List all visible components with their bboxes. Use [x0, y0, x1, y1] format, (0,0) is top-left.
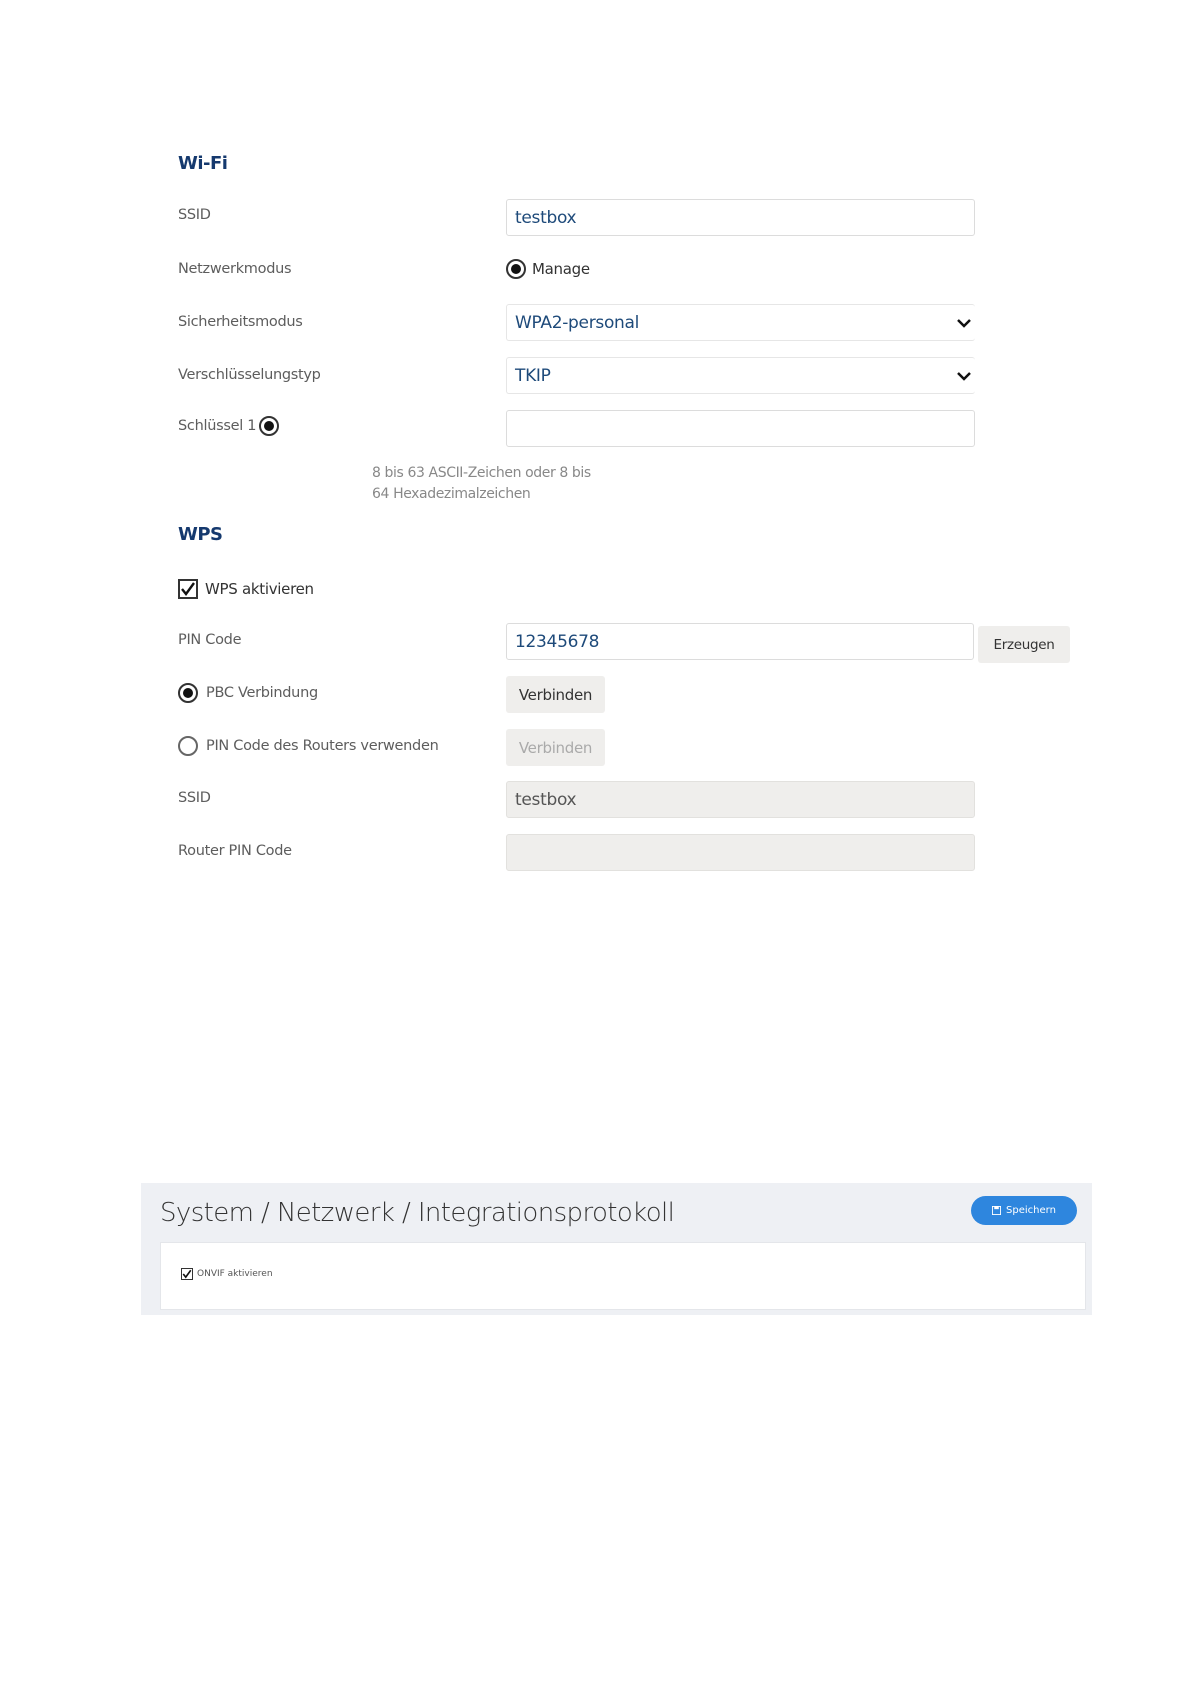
key1-row: [178, 416, 279, 436]
save-button[interactable]: [971, 1196, 1077, 1225]
pin-code-value: 12345678: [515, 631, 600, 652]
wps-enable-label: WPS aktivieren: [205, 580, 314, 598]
generate-pin-button[interactable]: Erzeugen: [978, 626, 1070, 663]
key-hint: [372, 463, 591, 505]
ssid-input-value: testbox: [515, 207, 577, 228]
encryption-type-value: TKIP: [515, 365, 551, 386]
key1-label: Schlüssel 1: [178, 418, 257, 434]
pbc-radio[interactable]: [178, 683, 198, 703]
pbc-label: PBC Verbindung: [206, 685, 318, 701]
key-hint-line1: 8 bis 63 ASCII-Zeichen oder 8 bis: [372, 465, 591, 481]
ssid-input[interactable]: [506, 199, 975, 236]
router-pin-option-row: [178, 736, 438, 756]
security-mode-value: WPA2-personal: [515, 312, 640, 333]
wps-ssid-input[interactable]: [506, 781, 975, 818]
router-pin-code-label: Router PIN Code: [178, 843, 292, 859]
onvif-checkbox[interactable]: [181, 1268, 193, 1280]
wps-enable-row: [178, 579, 314, 599]
onvif-row: [181, 1268, 273, 1280]
save-icon: [992, 1206, 1001, 1215]
security-mode-select[interactable]: [506, 304, 975, 341]
wps-ssid-value: testbox: [515, 789, 577, 810]
router-pin-connect-button[interactable]: Verbinden: [506, 729, 605, 766]
chevron-down-icon: [955, 314, 973, 332]
chevron-down-icon: [955, 367, 973, 385]
router-pin-radio[interactable]: [178, 736, 198, 756]
wps-section-title: WPS: [178, 524, 223, 545]
onvif-label: ONVIF aktivieren: [197, 1269, 273, 1279]
router-pin-code-input[interactable]: [506, 834, 975, 871]
router-pin-option-label: PIN Code des Routers verwenden: [206, 738, 439, 754]
wps-ssid-label: SSID: [178, 790, 211, 806]
pin-code-label: PIN Code: [178, 632, 242, 648]
network-mode-manage-label: Manage: [532, 260, 590, 278]
encryption-type-select[interactable]: [506, 357, 975, 394]
key1-radio[interactable]: [259, 416, 279, 436]
network-mode-manage-radio[interactable]: [506, 259, 526, 279]
integration-panel-body: [160, 1242, 1086, 1310]
save-button-label: Speichern: [1006, 1205, 1056, 1216]
wifi-section-title: Wi-Fi: [178, 153, 228, 174]
ssid-label: SSID: [178, 207, 211, 223]
key-hint-line2: 64 Hexadezimalzeichen: [372, 486, 531, 502]
security-mode-label: Sicherheitsmodus: [178, 314, 303, 330]
key1-input[interactable]: [506, 410, 975, 447]
pin-code-input[interactable]: [506, 623, 974, 660]
checkmark-icon: [182, 1269, 192, 1279]
encryption-type-label: Verschlüsselungstyp: [178, 367, 321, 383]
integration-page-title: System / Netzwerk / Integrationsprotokoll: [160, 1198, 675, 1228]
checkmark-icon: [180, 581, 196, 597]
network-mode-radio-group: [506, 259, 590, 279]
pbc-connect-button[interactable]: Verbinden: [506, 676, 605, 713]
pbc-row: [178, 683, 318, 703]
network-mode-label: Netzwerkmodus: [178, 261, 292, 277]
wps-enable-checkbox[interactable]: [178, 579, 198, 599]
